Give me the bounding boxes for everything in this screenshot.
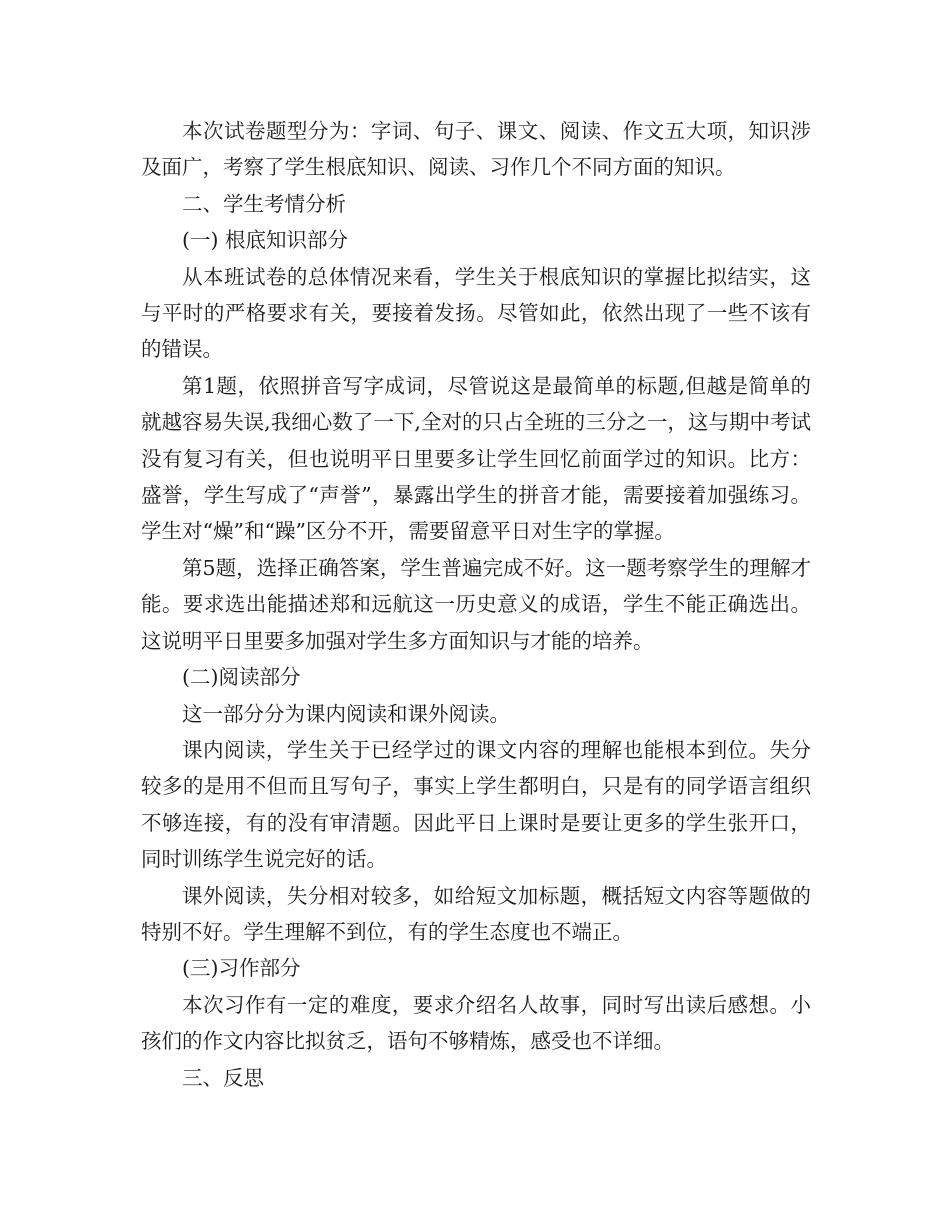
paragraph-in-class-reading: 课内阅读，学生关于已经学过的课文内容的理解也能根本到位。失分较多的是用不但而且写句子，事实上学生都明白，只是有的同学语言组织不够连接，有的没有审清题。因此平日上课时是要让更多的学生张开口，同时训练学生说完好的话。 <box>141 737 811 872</box>
paragraph-question-1: 第1题，依照拼音写字成词，尽管说这是最简单的标题,但越是简单的就越容易失误,我细心数了一下,全对的只占全班的三分之一，这与期中考试没有复习有关，但也说明平日里要多让学生回忆前面学过的知识。比方：盛誉，学生写成了“声誉”，暴露出学生的拼音才能，需要接着加强练习。学生对“燥”和“躁”区分不开，需要留意平日对生字的掌握。 <box>141 373 811 544</box>
paragraph-basic-summary: 从本班试卷的总体情况来看，学生关于根底知识的掌握比拟结实，这与平时的严格要求有关，要接着发扬。尽管如此，依然出现了一些不该有的错误。 <box>141 264 811 362</box>
subheading-reading: (二)阅读部分 <box>182 665 301 690</box>
section-heading-analysis: 二、学生考情分析 <box>182 191 346 216</box>
paragraph-writing: 本次习作有一定的难度，要求介绍名人故事，同时写出读后感想。小孩们的作文内容比拟贫乏，语句不够精炼，感受也不详细。 <box>141 992 811 1054</box>
subheading-writing: (三)习作部分 <box>182 956 301 981</box>
document-body <box>141 113 811 1096</box>
paragraph-test-overview: 本次试卷题型分为：字词、句子、课文、阅读、作文五大项，知识涉及面广，考察了学生根底知识、阅读、习作几个不同方面的知识。 <box>141 119 811 180</box>
paragraph-question-5: 第5题，选择正确答案，学生普遍完成不好。这一题考察学生的理解才能。要求选出能描述郑和远航这一历史意义的成语，学生不能正确选出。这说明平日里要多加强对学生多方面知识与才能的培养。 <box>141 555 811 653</box>
subheading-basic-knowledge: (一) 根底知识部分 <box>182 228 349 253</box>
paragraph-extracurricular-reading: 课外阅读，失分相对较多，如给短文加标题，概括短文内容等题做的特别不好。学生理解不到位，有的学生态度也不端正。 <box>141 883 811 944</box>
section-heading-reflection: 三、反思 <box>182 1065 264 1090</box>
paragraph-reading-intro: 这一部分分为课内阅读和课外阅读。 <box>182 701 510 726</box>
